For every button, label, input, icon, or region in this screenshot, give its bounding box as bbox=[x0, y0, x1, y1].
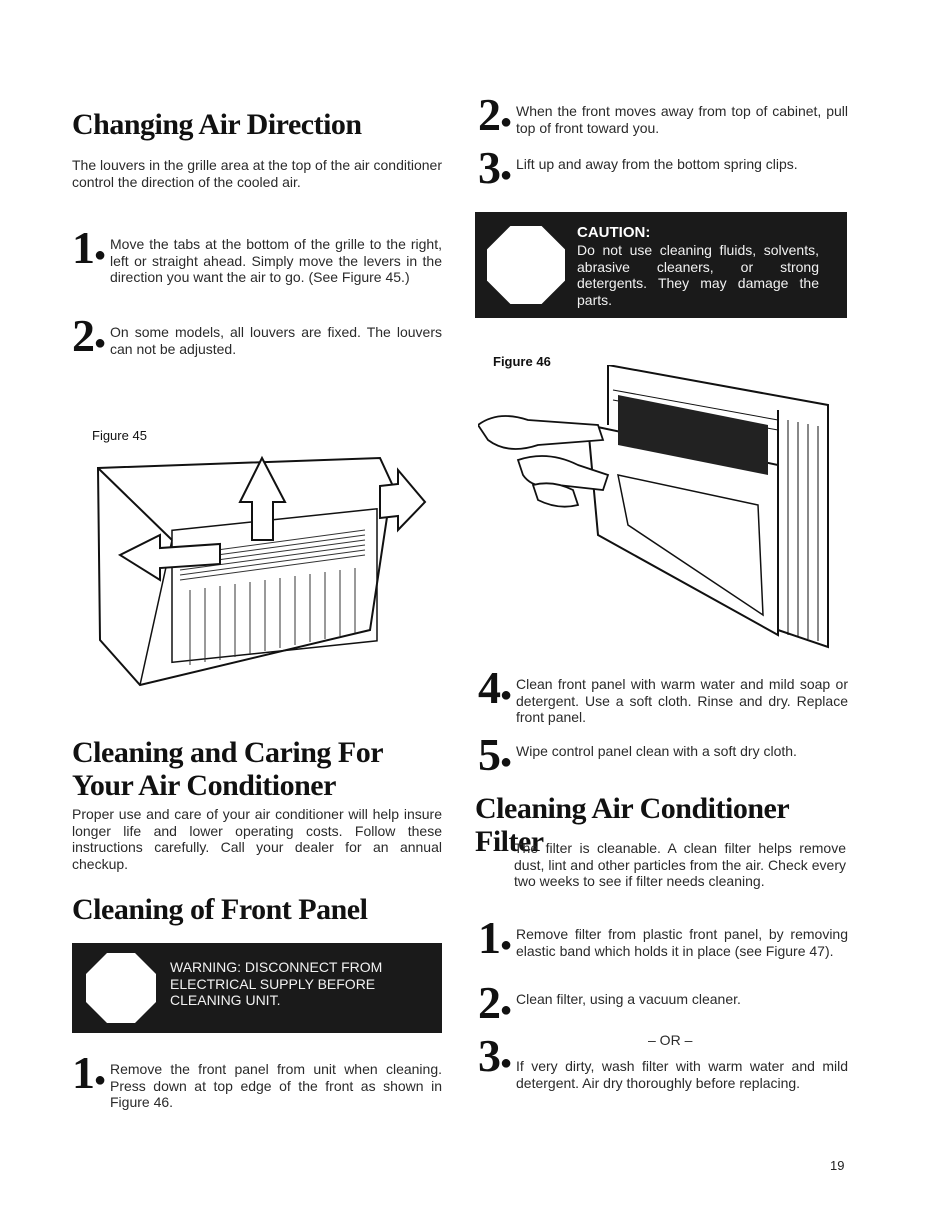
panel-step-4 bbox=[478, 662, 848, 734]
stop-octagon-icon bbox=[86, 953, 156, 1023]
step-number: 2● bbox=[478, 89, 513, 140]
step-number: 1● bbox=[72, 1047, 107, 1098]
step-text: Move the tabs at the bottom of the grille to the right, left or straight ahead. Simply move the levers in the direction you want the air to go. (See Figure 45.) bbox=[110, 236, 442, 285]
step-text: If very dirty, wash filter with warm water and mild detergent. Air dry thoroughly before replacing. bbox=[516, 1058, 848, 1091]
step-text: On some models, all louvers are fixed. The louvers can not be adjusted. bbox=[110, 324, 442, 357]
step-text: Clean front panel with warm water and mild soap or detergent. Use a soft cloth. Rinse and dry. Replace front panel. bbox=[516, 676, 848, 725]
step-number: 3● bbox=[478, 142, 513, 193]
figure-45-illustration bbox=[80, 440, 440, 700]
step-text: Lift up and away from the bottom spring clips. bbox=[516, 156, 798, 172]
panel-step-3 bbox=[478, 142, 848, 198]
warning-text: WARNING: DISCONNECT FROM ELECTRICAL SUPPLY BEFORE CLEANING UNIT. bbox=[170, 959, 383, 1008]
care-paragraph: Proper use and care of your air conditioner will help insure longer life and lower operating costs. Follow these instructions carefully. Call your dealer for an annual checkup. bbox=[72, 806, 442, 872]
caution-text: Do not use cleaning fluids, solvents, abrasive cleaners, or strong detergents. They may damage the parts. bbox=[577, 242, 819, 308]
intro-paragraph: The louvers in the grille area at the top of the air conditioner control the direction of the cooled air. bbox=[72, 157, 442, 190]
panel-step-2 bbox=[478, 89, 848, 145]
panel-step-5 bbox=[478, 729, 848, 780]
heading-cleaning-caring: Cleaning and Caring For Your Air Conditioner bbox=[72, 736, 383, 802]
stop-octagon-icon bbox=[487, 226, 565, 304]
step-text: Remove filter from plastic front panel, by removing elastic band which holds it in place (see Figure 47). bbox=[516, 926, 848, 959]
heading-cleaning-front-panel: Cleaning of Front Panel bbox=[72, 893, 368, 926]
step-number: 1● bbox=[72, 222, 107, 273]
filter-step-3 bbox=[478, 1030, 848, 1102]
step-number: 4● bbox=[478, 662, 513, 713]
step-number: 5● bbox=[478, 729, 513, 780]
step-text: Remove the front panel from unit when cleaning. Press down at top edge of the front as shown in Figure 46. bbox=[110, 1061, 442, 1110]
step-text: Wipe control panel clean with a soft dry cloth. bbox=[516, 743, 797, 759]
heading-changing-air-direction: Changing Air Direction bbox=[72, 108, 362, 141]
caution-title: CAUTION: bbox=[577, 224, 651, 241]
figure-46-label: Figure 46 bbox=[493, 354, 551, 369]
step-text: Clean filter, using a vacuum cleaner. bbox=[516, 991, 741, 1007]
warning-box bbox=[72, 943, 442, 1033]
figure-46-illustration bbox=[478, 365, 848, 655]
filter-intro-paragraph: The filter is cleanable. A clean filter helps remove dust, lint and other particles from the air. Check every two weeks to see if filter needs cleaning. bbox=[514, 840, 846, 889]
figure-45-label: Figure 45 bbox=[92, 428, 147, 443]
filter-step-1 bbox=[478, 912, 848, 976]
filter-step-2 bbox=[478, 977, 848, 1028]
step-number: 2● bbox=[478, 977, 513, 1028]
air-step-1 bbox=[72, 222, 442, 308]
or-separator: – OR – bbox=[648, 1032, 693, 1048]
caution-box bbox=[475, 212, 847, 318]
page-number: 19 bbox=[830, 1158, 845, 1173]
step-number: 3● bbox=[478, 1030, 513, 1081]
air-step-2 bbox=[72, 310, 442, 362]
step-number: 1● bbox=[478, 912, 513, 963]
heading-cleaning-filter: Cleaning Air Conditioner Filter bbox=[475, 792, 789, 858]
step-number: 2● bbox=[72, 310, 107, 361]
step-text: When the front moves away from top of cabinet, pull top of front toward you. bbox=[516, 103, 848, 136]
panel-step-1 bbox=[72, 1047, 442, 1123]
